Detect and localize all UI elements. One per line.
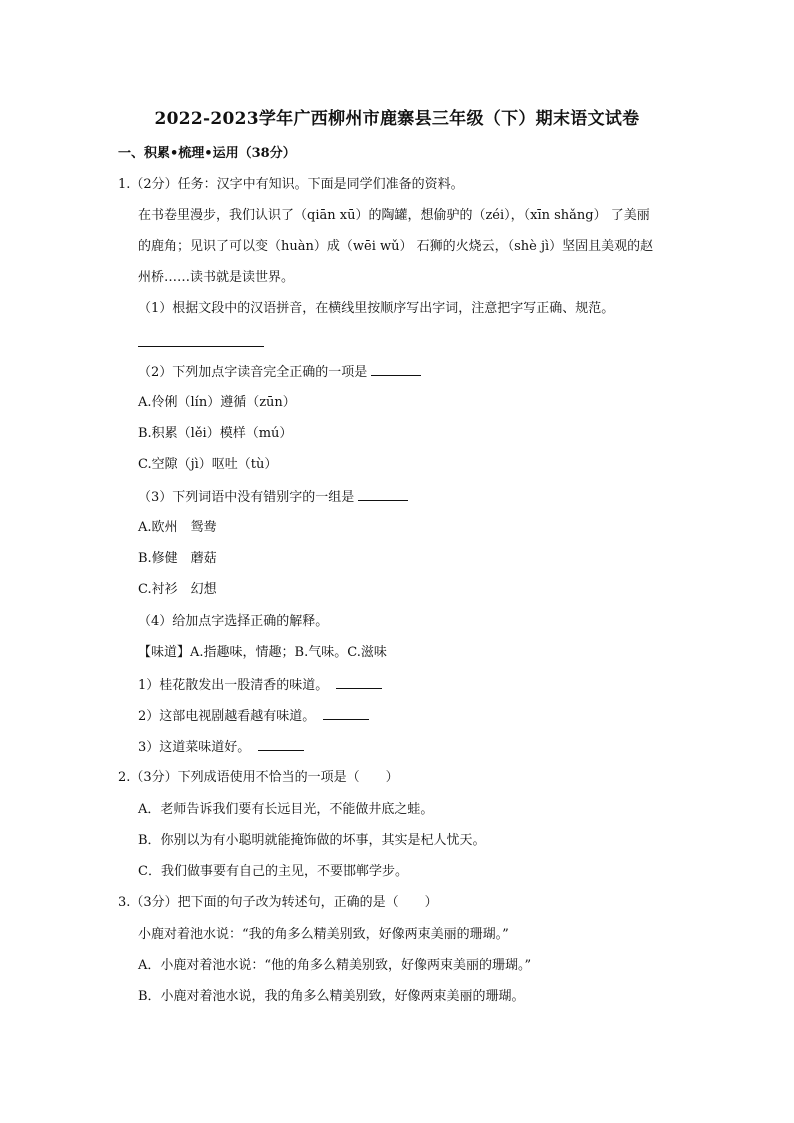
q1-part4-definition: 【味道】A.指趣味，情趣；B.气味。C.滋味 [138,645,387,660]
q2-option: C．我们做事要有自己的主见，不要邯郸学步。 [138,864,408,879]
q1-part4-item [138,738,304,757]
q1-part2-prompt [138,363,421,382]
q1-passage-line: 在书卷里漫步，我们认识了（qiān xū）的陶罐，想偷驴的（zéi），（xīn shǎng） 了美丽 [138,208,650,223]
q1-part3-text: （3）下列词语中没有错别字的一组是 [138,490,355,505]
q1-part2-option: B.积累（lěi）模样（mú） [138,426,293,441]
q2-option: A．老师告诉我们要有长远目光，不能做井底之蛙。 [138,802,434,817]
q3-stem: 3.（3分）把下面的句子改为转述句，正确的是（ ） [118,895,438,910]
q1-part2-answer-blank[interactable] [371,363,421,376]
q1-passage-line: 州桥……读书就是读世界。 [138,270,295,285]
q1-part3-option: C.衬衫 幻想 [138,582,217,597]
exam-title: 2022-2023学年广西柳州市鹿寨县三年级（下）期末语文试卷 [154,109,640,129]
q1-part3-answer-blank[interactable] [358,488,408,501]
q1-part4-answer-blank[interactable] [336,676,382,689]
q2-stem: 2.（3分）下列成语使用不恰当的一项是（ ） [118,770,399,785]
q1-part4-item-text: 3）这道菜味道好。 [138,740,251,755]
q2-option: B．你别以为有小聪明就能掩饰做的坏事，其实是杞人忧天。 [138,833,486,848]
q1-part4-prompt: （4）给加点字选择正确的解释。 [138,614,329,629]
q1-part2-text: （2）下列加点字读音完全正确的一项是 [138,365,368,380]
q3-sentence: 小鹿对着池水说：“我的角多么精美别致，好像两束美丽的珊瑚。” [138,927,509,942]
q1-part2-option: A.伶俐（lín）遵循（zūn） [138,395,296,410]
section-heading: 一、积累•梳理•运用（38分） [118,146,296,161]
q1-part4-answer-blank[interactable] [258,738,304,751]
q1-part1-answer-blank[interactable] [138,346,264,347]
q3-option: B．小鹿对着池水说，我的角多么精美别致，好像两束美丽的珊瑚。 [138,989,525,1004]
q1-stem: 1.（2分）任务：汉字中有知识。下面是同学们准备的资料。 [118,177,464,192]
q1-part3-prompt [138,488,408,507]
q1-part1-prompt: （1）根据文段中的汉语拼音，在横线里按顺序写出字词，注意把字写正确、规范。 [138,301,615,316]
q1-part4-answer-blank[interactable] [323,707,369,720]
q3-option: A．小鹿对着池水说：“他的角多么精美别致，好像两束美丽的珊瑚。” [138,958,532,973]
q1-part2-option: C.空隙（jì）呕吐（tù） [138,457,278,472]
q1-part3-option: B.修健 蘑菇 [138,551,217,566]
q1-part3-option: A.欧州 鸳鸯 [138,520,217,535]
q1-part4-item [138,676,382,695]
q1-passage-line: 的鹿角；见识了可以变（huàn）成（wēi wǔ） 石狮的火烧云，（shè jì）坚固且美观的赵 [138,239,654,254]
q1-part4-item [138,707,369,726]
q1-part4-item-text: 1）桂花散发出一股清香的味道。 [138,678,329,693]
q1-part4-item-text: 2）这部电视剧越看越有味道。 [138,709,316,724]
